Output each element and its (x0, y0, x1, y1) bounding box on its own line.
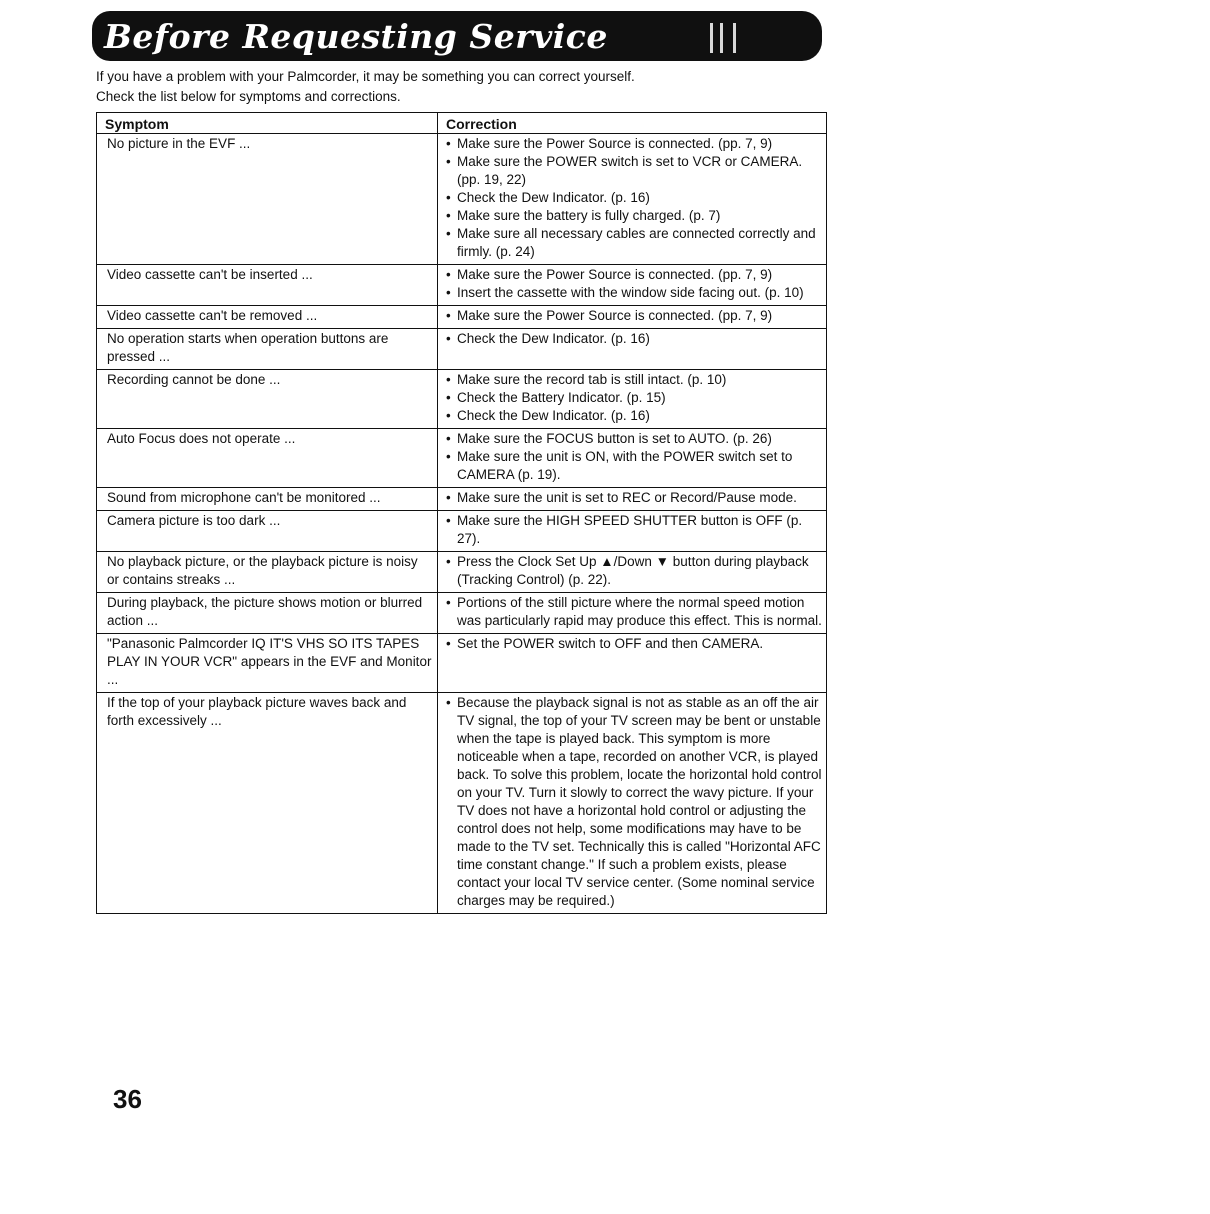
correction-cell (438, 552, 827, 593)
table-row (97, 329, 827, 370)
table-row (97, 429, 827, 488)
correction-item: • Insert the cassette with the window side facing out. (p. 10) (446, 284, 822, 302)
symptom-column-header: Symptom (97, 113, 438, 134)
correction-list (446, 371, 822, 425)
table-row (97, 634, 827, 693)
intro-line: Check the list below for symptoms and corrections. (96, 89, 401, 104)
table-row (97, 370, 827, 429)
correction-item: • Make sure the FOCUS button is set to AUTO. (p. 26) (446, 430, 822, 448)
table-row (97, 488, 827, 511)
correction-item: • Check the Dew Indicator. (p. 16) (446, 330, 822, 348)
correction-cell (438, 134, 827, 265)
correction-item: • Make sure the battery is fully charged. (p. 7) (446, 207, 822, 225)
correction-list (446, 594, 822, 630)
correction-item: • Set the POWER switch to OFF and then CAMERA. (446, 635, 822, 653)
correction-item: • Make sure all necessary cables are connected correctly and firmly. (p. 24) (446, 225, 822, 261)
banner-decoration (710, 23, 713, 53)
correction-item: • Make sure the POWER switch is set to VCR or CAMERA. (pp. 19, 22) (446, 153, 822, 189)
correction-list (446, 512, 822, 548)
intro-text (96, 67, 816, 107)
table-header-row (97, 113, 827, 134)
correction-item: • Make sure the Power Source is connected. (pp. 7, 9) (446, 307, 822, 325)
symptom-cell: Auto Focus does not operate ... (97, 429, 438, 488)
page-number: 36 (113, 1084, 142, 1114)
troubleshooting-table (96, 112, 827, 914)
symptom-cell: If the top of your playback picture waves back and forth excessively ... (97, 693, 438, 914)
table-row (97, 552, 827, 593)
correction-cell (438, 329, 827, 370)
correction-list (446, 330, 822, 348)
symptom-cell: During playback, the picture shows motion or blurred action ... (97, 593, 438, 634)
correction-list (446, 635, 822, 653)
correction-column-header: Correction (438, 113, 827, 134)
correction-list (446, 266, 822, 302)
table-row (97, 693, 827, 914)
correction-item: • Check the Dew Indicator. (p. 16) (446, 189, 822, 207)
intro-line: If you have a problem with your Palmcorder, it may be something you can correct yourself. (96, 69, 635, 84)
symptom-cell: Camera picture is too dark ... (97, 511, 438, 552)
correction-cell (438, 306, 827, 329)
symptom-cell: Recording cannot be done ... (97, 370, 438, 429)
correction-cell (438, 265, 827, 306)
correction-cell (438, 370, 827, 429)
symptom-cell: Video cassette can't be inserted ... (97, 265, 438, 306)
correction-cell (438, 429, 827, 488)
correction-item: • Press the Clock Set Up ▲/Down ▼ button during playback (Tracking Control) (p. 22). (446, 553, 822, 589)
table-row (97, 265, 827, 306)
table-row (97, 511, 827, 552)
symptom-cell: Sound from microphone can't be monitored ... (97, 488, 438, 511)
correction-item: • Check the Dew Indicator. (p. 16) (446, 407, 822, 425)
correction-cell (438, 634, 827, 693)
correction-item: • Because the playback signal is not as stable as an off the air TV signal, the top of your TV screen may be bent or unstable when the tape is played back. This symptom is more noticeable when a tape, recorded on another VCR, is played back. To solve this problem, locate the horizontal hold control on your TV. Turn it slowly to correct the wavy picture. If your TV does not have a horizontal hold control or adjusting the control does not help, some modifications may have to be made to the TV set. Technically this is called "Horizontal AFC time constant change." If such a problem exists, please contact your local TV service center. (Some nominal service charges may be required.) (446, 694, 822, 910)
banner-decoration (720, 23, 723, 53)
symptom-cell: Video cassette can't be removed ... (97, 306, 438, 329)
correction-list (446, 135, 822, 261)
page-title: Before Requesting Service (104, 16, 608, 56)
correction-item: • Make sure the Power Source is connected. (pp. 7, 9) (446, 266, 822, 284)
correction-item: • Make sure the HIGH SPEED SHUTTER button is OFF (p. 27). (446, 512, 822, 548)
correction-item: • Check the Battery Indicator. (p. 15) (446, 389, 822, 407)
correction-item: • Make sure the unit is set to REC or Record/Pause mode. (446, 489, 822, 507)
symptom-cell: No picture in the EVF ... (97, 134, 438, 265)
table-row (97, 306, 827, 329)
correction-cell (438, 488, 827, 511)
table-row (97, 593, 827, 634)
table-row (97, 134, 827, 265)
symptom-cell: No playback picture, or the playback picture is noisy or contains streaks ... (97, 552, 438, 593)
correction-item: • Make sure the record tab is still intact. (p. 10) (446, 371, 822, 389)
banner-decoration (733, 23, 736, 53)
correction-cell (438, 593, 827, 634)
correction-cell (438, 693, 827, 914)
correction-list (446, 553, 822, 589)
correction-item: • Portions of the still picture where the normal speed motion was particularly rapid may produce this effect. This is normal. (446, 594, 822, 630)
correction-list (446, 694, 822, 910)
correction-item: • Make sure the Power Source is connected. (pp. 7, 9) (446, 135, 822, 153)
correction-item: • Make sure the unit is ON, with the POWER switch set to CAMERA (p. 19). (446, 448, 822, 484)
symptom-cell: "Panasonic Palmcorder IQ IT'S VHS SO ITS TAPES PLAY IN YOUR VCR" appears in the EVF and Monitor ... (97, 634, 438, 693)
correction-list (446, 489, 822, 507)
correction-list (446, 430, 822, 484)
symptom-cell: No operation starts when operation buttons are pressed ... (97, 329, 438, 370)
correction-list (446, 307, 822, 325)
correction-cell (438, 511, 827, 552)
title-banner (92, 11, 822, 61)
